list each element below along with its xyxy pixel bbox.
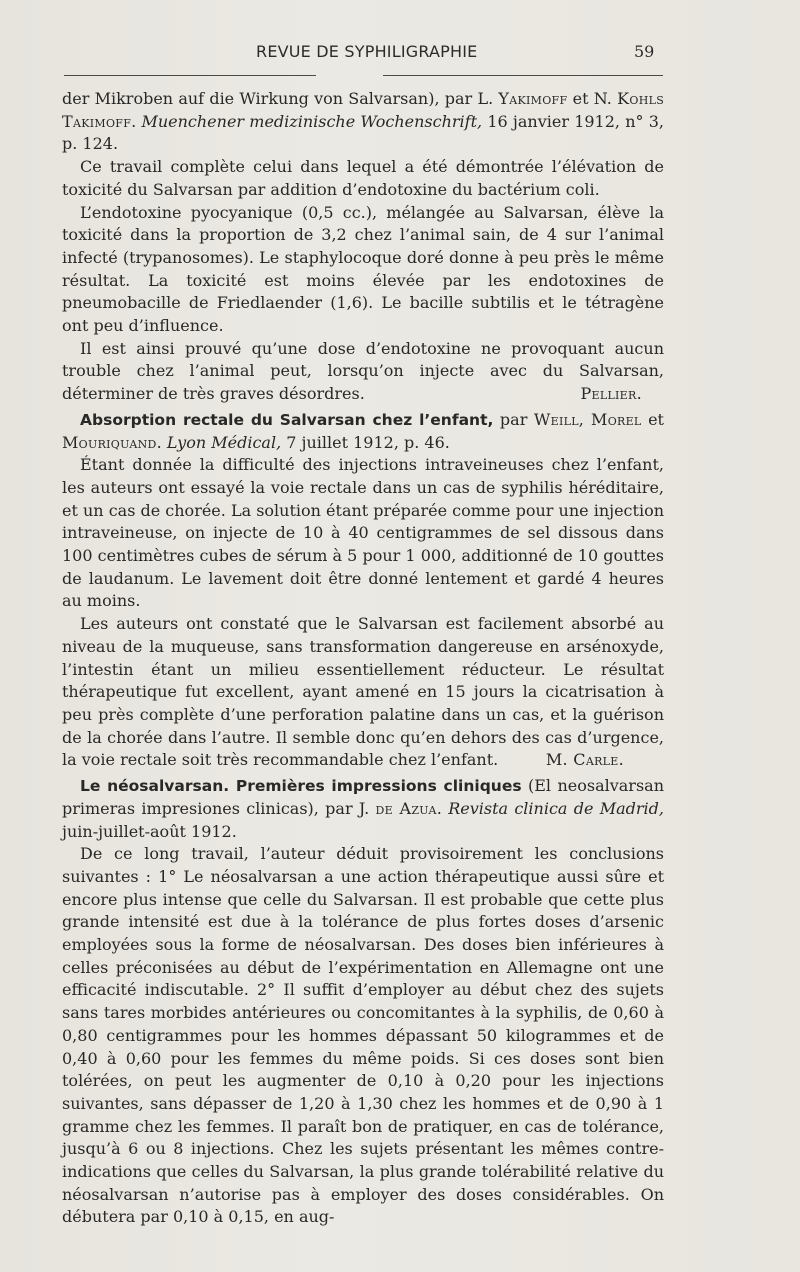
journal-name: Muenchener medizinische Wochenschrift, — [141, 111, 483, 131]
journal-name: Lyon Médical, — [166, 432, 282, 452]
paragraph: L’endotoxine pyocyanique (0,5 cc.), mélangée au Salvarsan, élève la toxicité dans la proportion de 3,2 chez l’animal sain, de 4 sur l’animal infecté (trypanosomes). Le staphylocoque doré donne à peu près le même résultat. La toxicité est moins élevée par les endotoxines de pneumobacille de Friedlaender (1,6). Le bacille subtilis et le tétragène ont peu d’influence. — [62, 202, 664, 336]
article-heading — [62, 775, 664, 843]
reference-text: . — [436, 798, 442, 818]
reference-text: . — [131, 111, 137, 131]
reviewer-signature: M. Carle. — [545, 750, 624, 770]
page-header — [0, 36, 800, 76]
author-name: Weill, Morel — [533, 409, 642, 429]
author-name: Yakimoff — [498, 89, 568, 108]
article-reference — [62, 88, 664, 156]
article-heading — [62, 409, 664, 454]
page-number: 59 — [634, 42, 655, 61]
header-rule-right — [383, 75, 663, 76]
header-rule-left — [64, 75, 316, 76]
author-name: Mouriquand — [62, 432, 157, 452]
article-neosalvarsan — [62, 775, 664, 1229]
paragraph — [62, 338, 664, 406]
author-name: Kohls Takimoff — [62, 89, 665, 131]
paragraph — [62, 613, 664, 772]
reference-text: . — [156, 432, 162, 452]
paragraph: Ce travail complète celui dans lequel a été démontrée l’élévation de toxicité du Salvarsan par addition d’endotoxine du bactérium coli. — [62, 157, 664, 199]
article-title: Le néosalvarsan. Premières impressions cliniques — [80, 777, 522, 796]
article-yakimoff — [62, 88, 664, 406]
reference-text: par — [499, 409, 528, 429]
reference-text: (El neosalvarsan primeras impresiones clinicas), par J. — [62, 776, 665, 818]
publication-date: 16 janvier 1912, n° 3, p. 124. — [62, 111, 664, 154]
paragraph-text: Il est ainsi prouvé qu’une dose d’endotoxine ne provoquant aucun trouble chez l’animal peut, lorsqu’on injecte avec du Salvarsan, déterminer de très graves désordres. — [62, 338, 664, 404]
paragraph: Étant donnée la difficulté des injections intraveineuses chez l’enfant, les auteurs ont essayé la voie rectale dans un cas de syphilis héréditaire, et un cas de chorée. La solution étant préparée comme pour une injection intraveineuse, on injecte de 10 à 40 centigrammes de sel dissous dans 100 centimètres cubes de sérum à 5 pour 1 000, additionné de 10 gouttes de laudanum. Le lavement doit être donné lentement et gardé 4 heures au moins. — [62, 455, 664, 611]
page-body — [62, 88, 664, 1229]
author-name: de Azua — [375, 798, 437, 818]
paragraph: De ce long travail, l’auteur déduit provisoirement les conclusions suivantes : 1° Le néosalvarsan a une action thérapeutique aussi sûre et encore plus intense que celle du Salvarsan. Il est probable que cette plus grande intensité est due à la tolérance de plus fortes doses d’arsenic employées sous la forme de néosalvarsan. Des doses bien inférieures à celles préconisées au début de l’expérimentation en Allemagne ont une efficacité indiscutable. 2° Il suffit d’employer au début chez des sujets sans tares morbides antérieures ou concomitantes à la syphilis, de 0,60 à 0,80 centigrammes pour les hommes dépassant 50 kilogrammes et de 0,40 à 0,60 pour les femmes du même poids. Si ces doses sont bien tolérées, on peut les augmenter de 0,10 à 0,20 pour les injections suivantes, sans dépasser de 1,20 à 1,30 chez les hommes et de 0,90 à 1 gramme chez les femmes. Il paraît bon de pratiquer, en cas de tolérance, jusqu’à 6 ou 8 injections. Chez les sujets présentant les mêmes contre-indications que celles du Salvarsan, la plus grande tolérabilité relative du néosalvarsan n’autorise pas à employer des doses considérables. On débutera par 0,10 à 0,15, en aug- — [62, 844, 664, 1227]
reference-text: der Mikroben auf die Wirkung von Salvarsan), par L. — [62, 89, 494, 108]
paragraph-text: Les auteurs ont constaté que le Salvarsan est facilement absorbé au niveau de la muqueuse, sans transformation dangereuse en arsénoxyde, l’intestin étant un milieu essentiellement réducteur. Le résultat thérapeutique fut excellent, ayant amené en 15 jours la cicatrisation à peu près complète d’une perforation palatine dans un cas, et la guérison de la chorée dans l’autre. Il semble donc qu’en dehors des cas d’urgence, la voie rectale soit très recommandable chez l’enfant. — [62, 614, 664, 770]
reference-text: et N. — [572, 89, 612, 108]
reviewer-signature: Pellier. — [580, 384, 642, 404]
article-absorption-rectale — [62, 409, 664, 772]
journal-name: Revista clinica de Madrid, — [448, 798, 665, 818]
publication-date: juin-juillet-août 1912. — [62, 821, 237, 841]
running-title: REVUE DE SYPHILIGRAPHIE — [256, 42, 478, 61]
publication-date: 7 juillet 1912, p. 46. — [286, 432, 450, 452]
article-title: Absorption rectale du Salvarsan chez l’enfant, — [80, 410, 494, 429]
reference-text: et — [648, 409, 664, 429]
